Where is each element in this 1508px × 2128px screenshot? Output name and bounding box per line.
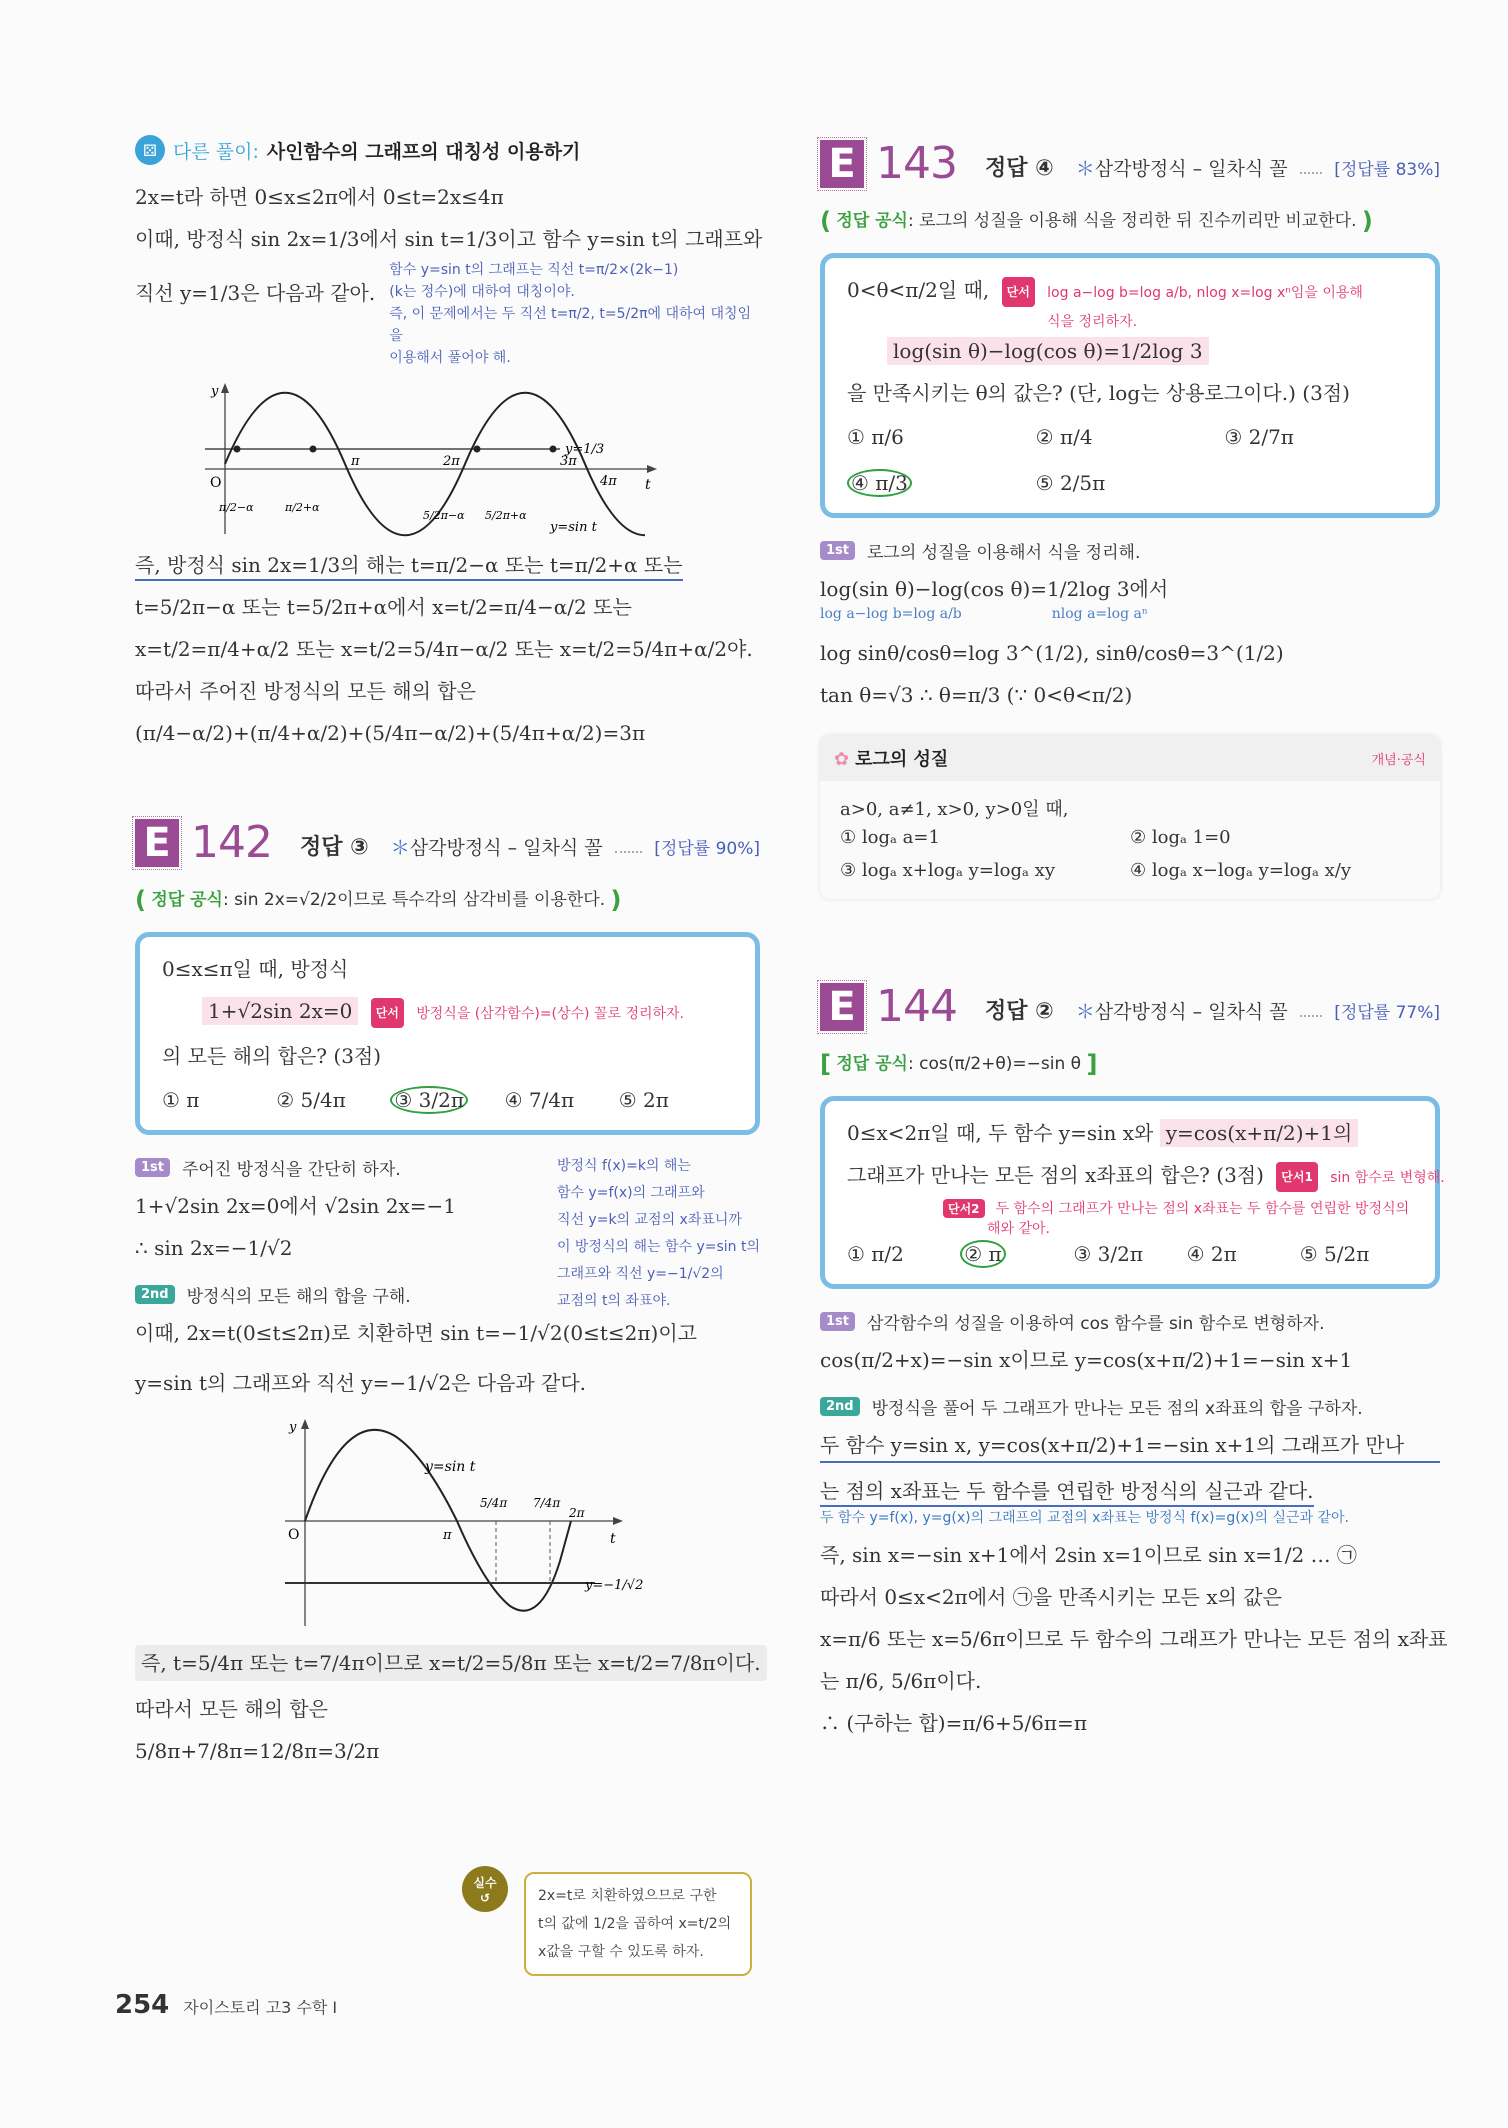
alt-line: 2x=t라 하면 0≤x≤2π에서 0≤t=2x≤4π [135,185,504,209]
tip-line: 2x=t로 치환하였으므로 구한 [538,1888,717,1904]
choice-2-correct[interactable] [960,1242,1073,1266]
svg-text:3π: 3π [560,454,577,469]
alt-line: 직선 y=1/3은 다음과 같아. [135,281,376,305]
highlighted-equation: log(sin θ)−log(cos θ)=1/2log 3 [887,337,1209,365]
sine-graph-2pi [285,1411,645,1631]
alt-line: (π/4−α/2)+(π/4+α/2)+(5/4π−α/2)+(5/4π+α/2)=3π [135,721,646,745]
question-line: 0≤x≤π일 때, 방정식 [162,957,349,981]
answer-label: 정답 ② [984,999,1054,1024]
svg-text:y=1/3: y=1/3 [565,442,605,457]
dice-icon: ⚄ [135,135,165,165]
result-line: 즉, t=5/4π 또는 t=7/4π이므로 x=t/2=5/8π 또는 x=t/2=7/8π이다. [135,1645,767,1681]
choice-1[interactable]: ① π [162,1088,200,1112]
svg-text:4π: 4π [600,474,617,489]
svg-text:y=sin t: y=sin t [550,520,597,535]
note-line: 교점의 t의 좌표야. [556,1293,671,1309]
svg-text:π: π [351,454,360,469]
question-text: 0≤x<2π일 때, 두 함수 y=sin x와 [847,1121,1154,1145]
mistake-badge-label: 실수 [473,1875,497,1890]
choice-text: ④ π/3 [847,469,912,497]
note-line: 두 함수 y=f(x), y=g(x)의 그래프의 교점의 x좌표는 방정식 f(x)=g(x)의 실근과 같아. [820,1510,1349,1526]
page-number: 254 [115,1990,170,2020]
symmetry-note [389,259,760,369]
concept-title: 로그의 성질 [855,749,949,770]
sub-note: nlog a=log aⁿ [1051,606,1148,622]
problem-142-header [135,819,760,867]
svg-text:2π: 2π [443,454,460,469]
step-title: 로그의 성질을 이용해서 식을 정리해. [867,543,1141,563]
dotted-leader [1300,172,1323,174]
choice-3-correct[interactable] [390,1088,504,1112]
solution-line: 5/8π+7/8π=12/8π=3/2π [135,1739,380,1763]
choice-5[interactable]: ⑤ 5/2π [1299,1242,1370,1266]
svg-text:π: π [443,1528,452,1543]
svg-text:5/2π+α: 5/2π+α [485,509,527,522]
svg-text:5/2π−α: 5/2π−α [423,509,465,522]
hint-2 [937,1198,1413,1238]
e-badge: E [820,140,864,188]
concept-tag: 개념·공식 [1371,752,1426,768]
concept-box-log-properties [820,735,1440,899]
step-badge: 1st [820,1312,855,1331]
topic: ＊삼각방정식 – 일차식 꼴 [390,837,603,859]
answer-label: 정답 ④ [984,156,1054,181]
topic: ＊삼각방정식 – 일차식 꼴 [1075,1001,1288,1023]
choice-4[interactable]: ④ 2π [1186,1242,1237,1266]
alt-solution-label: 다른 풀이: [173,140,259,163]
choice-5[interactable]: ⑤ 2π [618,1088,669,1112]
choice-4-correct[interactable] [847,471,1036,495]
hint-badge: 단서 [1002,277,1035,307]
page-footer [115,1990,337,2020]
answer-label: 정답 ③ [299,835,369,860]
answer-formula: [ 정답 공식: cos(π/2+θ)=−sin θ ] [820,1050,1098,1078]
correct-rate: [정답률 77%] [1334,1003,1440,1023]
alt-line: x=t/2=π/4+α/2 또는 x=t/2=5/4π−α/2 또는 x=t/2=5/4π+α/2야. [135,637,753,661]
solution-line: 두 함수 y=sin x, y=cos(x+π/2)+1=−sin x+1의 그래프가 만나 [820,1431,1440,1463]
choices [847,425,1413,495]
hint-text: log a−log b=log a/b, nlog x=log xⁿ임을 이용해 [1047,285,1363,301]
choices [847,1242,1413,1266]
concept-item: ① logₐ a=1 [840,827,940,848]
question-line: 의 모든 해의 합은? (3점) [162,1044,382,1068]
answer-formula: ( 정답 공식: sin 2x=√2/2이므로 특수각의 삼각비를 이용한다. ) [135,886,622,914]
note-line: 방정식 f(x)=k의 해는 [556,1158,691,1174]
svg-text:y=sin t: y=sin t [425,1459,476,1475]
concept-header [820,735,1440,781]
sine-graph-4pi [205,369,675,539]
step-title: 방정식의 모든 해의 합을 구해. [186,1287,411,1307]
highlighted-equation: y=cos(x+π/2)+1의 [1160,1119,1359,1147]
formula-text: : 로그의 성질을 이용해 식을 정리한 뒤 진수끼리만 비교한다. [907,211,1357,231]
question-line [847,1161,1445,1192]
step-1 [820,538,1440,563]
solution-line: 따라서 0≤x<2π에서 ㉠을 만족시키는 모든 x의 값은 [820,1585,1282,1609]
formula-text: : sin 2x=√2/2이므로 특수각의 삼각비를 이용한다. [222,890,606,910]
question-box-142 [135,932,760,1135]
mistake-tip [524,1872,752,1976]
flower-icon: ✿ [834,749,850,770]
topic-text: 삼각방정식 – 일차식 꼴 [1094,158,1288,180]
concept-item: ③ logₐ x+logₐ y=logₐ xy [840,860,1056,881]
step-badge: 2nd [135,1285,175,1304]
problem-144-header [820,983,1440,1031]
hint-text: 방정식을 (삼각함수)=(상수) 꼴로 정리하자. [416,1006,685,1022]
solution-line [135,1319,760,1347]
note-line: 그래프와 직선 y=−1/√2의 [556,1266,724,1282]
step-title: 방정식을 풀어 두 그래프가 만나는 모든 점의 x좌표의 합을 구하자. [871,1399,1363,1419]
svg-text:t: t [645,477,651,493]
note-line: 함수 y=sin t의 그래프는 직선 t=π/2×(2k−1) [389,262,679,278]
note-line: 함수 y=f(x)의 그래프와 [556,1185,705,1201]
question-line [847,1119,1413,1147]
alt-line [135,551,760,579]
alt-line: 따라서 주어진 방정식의 모든 해의 합은 [135,679,476,703]
solution-line: cos(π/2+x)=−sin x이므로 y=cos(x+π/2)+1=−sin x+1 [820,1348,1353,1372]
note-line: 이 방정식의 해는 함수 y=sin t의 [556,1239,760,1255]
choice-1[interactable]: ① π/2 [847,1242,904,1266]
choice-5[interactable]: ⑤ 2/5π [1035,471,1106,495]
choice-3[interactable]: ③ 2/7π [1224,425,1294,449]
hint-badge: 단서 [371,998,404,1028]
choice-text: ③ 3/2π [390,1086,468,1114]
problem-number: 143 [876,138,957,189]
choices [162,1088,733,1112]
step-1 [135,1155,456,1180]
formula-label: 정답 공식 [836,1054,908,1074]
solution-line: 는 점의 x좌표는 두 함수를 연립한 방정식의 실근과 같다. [820,1479,1314,1507]
dotted-leader [615,851,643,853]
solution-line: x=π/6 또는 x=5/6π이므로 두 함수의 그래프가 만나는 모든 점의 x좌표 [820,1627,1448,1651]
step-title: 주어진 방정식을 간단히 하자. [182,1160,401,1180]
topic-text: 삼각방정식 – 일차식 꼴 [1094,1001,1288,1023]
step-badge: 1st [820,541,855,560]
solution-line: tan θ=√3 ∴ θ=π/3 (∵ 0<θ<π/2) [820,683,1133,707]
left-column [135,135,763,1779]
e-badge: E [135,819,179,867]
dotted-leader [1300,1015,1323,1017]
step-badge: 2nd [820,1397,860,1416]
solution-line: 는 π/6, 5/6π이다. [820,1669,982,1693]
step-title: 삼각함수의 성질을 이용하여 cos 함수를 sin 함수로 변형하자. [867,1314,1325,1334]
svg-text:t: t [610,1531,616,1547]
choice-2[interactable]: ② π/4 [1035,425,1093,449]
question-box-144 [820,1096,1445,1289]
solution-text: 이때, 2x=t(0≤t≤2π)로 치환하면 sin t=−1/√2(0≤t≤2π)이고 [135,1321,697,1345]
note-line: 이용해서 풀어야 해. [389,350,511,366]
book-title: 자이스토리 고3 수학 I [183,1998,338,2017]
svg-text:y: y [211,384,219,399]
formula-label: 정답 공식 [151,890,223,910]
question-text: 0<θ<π/2일 때, [847,278,990,302]
question-box-143 [820,253,1440,518]
problem-number: 144 [876,981,957,1032]
note-line: 직선 y=k의 교점의 x좌표니까 [556,1212,742,1228]
problem-number: 142 [191,817,272,868]
concept-condition: a>0, a≠1, x>0, y>0일 때, [840,799,1069,820]
svg-text:2π: 2π [569,1506,585,1520]
mistake-badge [462,1866,508,1912]
svg-text:O: O [288,1527,300,1543]
alt-line: t=5/2π−α 또는 t=5/2π+α에서 x=t/2=π/4−α/2 또는 [135,595,632,619]
choice-1[interactable]: ① π/6 [847,425,904,449]
hint-text: 두 함수의 그래프가 만나는 점의 x좌표는 두 함수를 연립한 방정식의 [995,1201,1410,1217]
svg-text:O: O [210,475,222,491]
hint-badge: 단서1 [1276,1162,1318,1192]
svg-text:5/4π: 5/4π [480,1496,508,1510]
right-column [820,138,1448,1751]
question-line: 을 만족시키는 θ의 값은? (단, log는 상용로그이다.) (3점) [847,381,1350,405]
solution-line: ∴ sin 2x=−1/√2 [135,1236,293,1260]
note-line: 즉, 이 문제에서는 두 직선 t=π/2, t=5/2π에 대하여 대칭임을 [389,306,752,344]
step-2 [135,1282,456,1307]
e-badge: E [820,983,864,1031]
solution-line: ∴ (구하는 합)=π/6+5/6π=π [820,1711,1087,1735]
highlighted-equation: 1+√2sin 2x=0 [202,997,358,1025]
question-equation-line [202,997,733,1028]
formula-text: : cos(π/2+θ)=−sin θ [907,1054,1082,1074]
alt-solution-header [135,135,760,165]
tip-line: x값을 구할 수 있도록 하자. [538,1944,704,1960]
question-line [847,276,1413,307]
problem-143-header [820,140,1440,188]
sub-note: log a−log b=log a/b [820,606,962,622]
formula-label: 정답 공식 [836,211,908,231]
answer-formula: ( 정답 공식: 로그의 성질을 이용해 식을 정리한 뒤 진수끼리만 비교한다. ) [820,207,1373,235]
step-1 [820,1309,1440,1334]
alt-solution-title: 사인함수의 그래프의 대칭성 이용하기 [266,140,581,163]
note-line: (k는 정수)에 대하여 대칭이야. [389,284,575,300]
step-2 [820,1394,1440,1419]
svg-text:7/4π: 7/4π [533,1496,561,1510]
topic: ＊삼각방정식 – 일차식 꼴 [1075,158,1288,180]
choice-text: ② π [960,1240,1005,1268]
topic-text: 삼각방정식 – 일차식 꼴 [409,837,603,859]
svg-text:y: y [289,1420,297,1435]
solution-line: 1+√2sin 2x=0에서 √2sin 2x=−1 [135,1194,456,1218]
solution-line: y=sin t의 그래프와 직선 y=−1/√2은 다음과 같다. [135,1371,587,1395]
hint-text: 식을 정리하자. [1047,314,1138,330]
svg-text:π/2+α: π/2+α [285,501,320,514]
underlined-text: 즉, 방정식 sin 2x=1/3의 해는 t=π/2−α 또는 t=π/2+α 또는 [135,553,683,581]
question-text: 그래프가 만나는 모든 점의 x좌표의 합은? (3점) [847,1163,1264,1187]
step-badge: 1st [135,1158,170,1177]
hint-text: 해와 같아. [987,1221,1050,1237]
correct-rate: [정답률 83%] [1334,160,1440,180]
side-note-142 [557,1153,760,1319]
alt-line: 이때, 방정식 sin 2x=1/3에서 sin t=1/3이고 함수 y=sin t의 그래프와 [135,227,763,251]
mistake-icon: ↺ [479,1890,491,1905]
solution-line: 따라서 모든 해의 합은 [135,1697,328,1721]
choice-4[interactable]: ④ 7/4π [504,1088,575,1112]
choice-3[interactable]: ③ 3/2π [1073,1242,1143,1266]
choice-2[interactable]: ② 5/4π [276,1088,346,1112]
svg-text:π/2−α: π/2−α [219,501,254,514]
hint-badge: 단서2 [943,1199,985,1218]
svg-text:y=−1/√2: y=−1/√2 [585,1578,644,1593]
tip-line: t의 값에 1/2을 곱하여 x=t/2의 [538,1916,732,1932]
correct-rate: [정답률 90%] [654,839,760,859]
concept-item: ② logₐ 1=0 [1130,827,1231,848]
concept-body [820,781,1440,899]
solution-line: 즉, sin x=−sin x+1에서 2sin x=1이므로 sin x=1/2 … ㉠ [820,1543,1357,1567]
hint-text: sin 함수로 변형해. [1330,1170,1445,1186]
solution-line: log(sin θ)−log(cos θ)=1/2log 3에서 [820,577,1169,601]
concept-item: ④ logₐ x−logₐ y=logₐ x/y [1130,860,1352,881]
solution-line: log sinθ/cosθ=log 3^(1/2), sinθ/cosθ=3^(1/2) [820,641,1284,665]
sub-notes [820,603,1440,625]
